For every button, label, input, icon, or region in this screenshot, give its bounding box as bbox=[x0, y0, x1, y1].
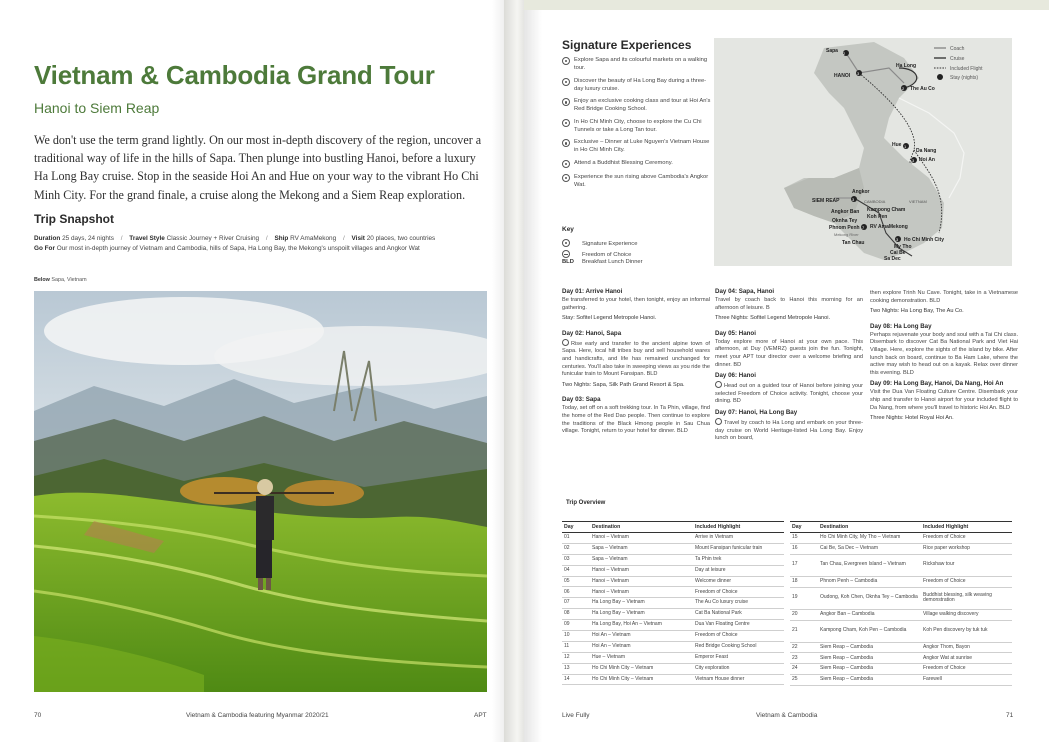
page-subtitle: Hanoi to Siem Reap bbox=[34, 100, 160, 116]
sapa-rice-terrace-photo bbox=[34, 291, 487, 692]
table-row: 04 Hanoi – Vietnam Day at leisure bbox=[562, 565, 784, 576]
caption-label: Below bbox=[34, 277, 50, 283]
trip-overview-heading: Trip Overview bbox=[566, 500, 606, 506]
signature-experience-icon bbox=[562, 98, 570, 106]
svg-text:Koh Pen: Koh Pen bbox=[867, 214, 888, 220]
photo-caption bbox=[34, 277, 87, 283]
table-row: 23 Siem Reap – Cambodia Angkor Wat at sunrise bbox=[790, 653, 1012, 664]
right-page bbox=[524, 0, 1049, 742]
duration-value: 25 days, 24 nights bbox=[62, 235, 114, 242]
table-row: 05 Hanoi – Vietnam Welcome dinner bbox=[562, 576, 784, 587]
svg-text:Sa Dec: Sa Dec bbox=[884, 256, 901, 262]
gofor-value: Our most in-depth journey of Vietnam and Cambodia, hills of Sapa, Ha Long Bay, the Mekong's unspoilt villages and Angkor Wat bbox=[56, 245, 420, 252]
caption-text: Sapa, Vietnam bbox=[51, 277, 87, 283]
svg-text:Cruise: Cruise bbox=[950, 56, 965, 62]
signature-item: Attend a Buddhist Blessing Ceremony. bbox=[562, 159, 712, 168]
go-for-row bbox=[34, 245, 420, 252]
table-row: 25 Siem Reap – Cambodia Farewell bbox=[790, 675, 1012, 686]
route-map bbox=[714, 38, 1012, 266]
key-bld-row: BLD Breakfast Lunch Dinner bbox=[562, 259, 643, 265]
svg-text:VIETNAM: VIETNAM bbox=[909, 199, 927, 204]
table-row: 03 Sapa – Vietnam Ta Phin trek bbox=[562, 554, 784, 565]
svg-text:Included Flight: Included Flight bbox=[950, 66, 983, 72]
itinerary-column-1: Day 01: Arrive Hanoi Be transferred to your hotel, then tonight, enjoy an informal gathering. Stay: Sofitel Legend Metropole Hanoi. Day 02: Hanoi, Sapa Rise early and transfer to the ancient alpine town of Sapa. Here, local hill tribes buy and sell household wares and handicrafts, and life has remained unchanged for centuries. You'll also take in sweeping views as you ride the funicular train to Mount Fansipan. BLD Two Nights: Sapa, Silk Path Grand Resort & Spa. Day 03: Sapa Today, set off on a soft trekking tour. In Ta Phin, village, find the home of the Red Dao people. Then continue to explore the traditions of the Black Hmong people in Sau Chua village. Tonight, return to your hotel for dinner. BLD bbox=[562, 288, 710, 435]
svg-text:2: 2 bbox=[843, 51, 846, 56]
freedom-of-choice-icon bbox=[715, 381, 722, 388]
key-signature-row: Signature Experience bbox=[562, 238, 637, 249]
signature-experiences-heading: Signature Experiences bbox=[562, 38, 692, 52]
table-row: 17 Tan Chau, Evergreen Island – Vietnam Rickshaw tour bbox=[790, 554, 1012, 576]
svg-text:3: 3 bbox=[896, 237, 899, 242]
svg-text:My Tho: My Tho bbox=[894, 244, 912, 250]
svg-text:Angkor Ban: Angkor Ban bbox=[831, 209, 860, 215]
svg-text:Stay (nights): Stay (nights) bbox=[950, 75, 979, 81]
signature-item: Enjoy an exclusive cooking class and tour at Hoi An's Red Bridge Cooking School. bbox=[562, 97, 712, 113]
table-row: 21 Kampong Cham, Koh Pen – Cambodia Koh Pen discovery by tuk tuk bbox=[790, 620, 1012, 642]
svg-text:RV AmaMekong: RV AmaMekong bbox=[870, 224, 908, 230]
signature-item: Exclusive – Dinner at Luke Nguyen's Vietnam House in Ho Chi Minh City. bbox=[562, 138, 712, 154]
itinerary-column-3: then explore Trinh Nu Cave. Tonight, take in a Vietnamese cooking demonstration. BLD Two Nights: Ha Long Bay, The Au Co. Day 08: Ha Long Bay Perhaps rejuvenate your body and soul with a Tai Chi class. Disembark to discover Cat Ba National Park and Viet Hai Village. Here, explore the sights of the island by bike. After lunch back on board, continue to Ba Ham Lake, where the active may wish to head out on a kayak. Relax over dinner this evening. BLD Day 09: Ha Long Bay, Hanoi, Da Nang, Hoi An Visit the Dua Van Floating Culture Centre. Disembark your ship and transfer to Hanoi airport for your included flight to Da Nang, from where you'll travel to historic Hoi An. BLD Three Nights: Hotel Royal Hoi An. bbox=[870, 290, 1018, 422]
trip-overview-table-right: Day Destination Included Highlight 15 Ho Chi Minh City, My Tho – Vietnam Freedom of Choice 16 Cai Be, Sa Dec – Vietnam Rice paper workshop 17 Tan Chau, Evergreen Island – Vietnam Rickshaw tour 18 Phnom Penh – Cambodia Freedom of Choice 19 Oudong, Koh Chen, Oknha Tey – Cambodia Buddhist blessing, silk weaving demonstration 20 Angkor Ban – Cambodia Village walking discovery 21 Kampong Cham, Koh Pen – Cambodia Koh Pen discovery by tuk tuk 22 Siem Reap – Cambodia Angkor Thom, Bayon 23 Siem Reap – Cambodia Angkor Wat at sunrise 24 Siem Reap – Cambodia Freedom of Choice 25 Siem Reap – Cambodia Farewell bbox=[790, 521, 1012, 686]
svg-text:3: 3 bbox=[852, 197, 855, 202]
signature-experience-icon bbox=[562, 78, 570, 86]
table-row: 01 Hanoi – Vietnam Arrive in Vietnam bbox=[562, 533, 784, 544]
table-row: 15 Ho Chi Minh City, My Tho – Vietnam Freedom of Choice bbox=[790, 533, 1012, 544]
svg-text:CAMBODIA: CAMBODIA bbox=[864, 199, 886, 204]
trip-overview-table-left: Day Destination Included Highlight 01 Hanoi – Vietnam Arrive in Vietnam 02 Sapa – Vietnam Mount Fansipan funicular train 03 Sapa – Vietnam Ta Phin trek 04 Hanoi – Vietnam Day at leisure 05 Hanoi – Vietnam Welcome dinner 06 Hanoi – Vietnam Freedom of Choice 07 Ha Long Bay – Vietnam The Au Co luxury cruise 08 Ha Long Bay – Vietnam Cat Ba National Park 09 Ha Long Bay, Hoi An – Vietnam Dua Van Floating Centre 10 Hoi An – Vietnam Freedom of Choice 11 Hoi An – Vietnam Red Bridge Cooking School 12 Hue – Vietnam Emperor Feast 13 Ho Chi Minh City – Vietnam City exploration 14 Ho Chi Minh City – Vietnam Vietnam House dinner bbox=[562, 521, 784, 685]
svg-text:Mekong River: Mekong River bbox=[834, 232, 859, 237]
table-row: 08 Ha Long Bay – Vietnam Cat Ba National Park bbox=[562, 609, 784, 620]
key-heading: Key bbox=[562, 226, 574, 233]
trip-snapshot-row: Duration 25 days, 24 nights / Travel Style Classic Journey + River Cruising / Ship RV AmaMekong / Visit 20 places, two countries bbox=[34, 235, 436, 242]
left-page bbox=[0, 0, 512, 742]
trip-snapshot-heading: Trip Snapshot bbox=[34, 212, 115, 226]
table-row: 13 Ho Chi Minh City – Vietnam City exploration bbox=[562, 663, 784, 674]
visit-value: 20 places, two countries bbox=[366, 235, 436, 242]
signature-item: In Ho Chi Minh City, choose to explore the Cu Chi Tunnels or take a Long Tan tour. bbox=[562, 118, 712, 134]
svg-text:3: 3 bbox=[857, 71, 860, 76]
footer-brand: APT bbox=[474, 712, 487, 719]
table-row: 09 Ha Long Bay, Hoi An – Vietnam Dua Van Floating Centre bbox=[562, 620, 784, 631]
signature-experience-icon bbox=[562, 174, 570, 182]
style-label: Travel Style bbox=[129, 235, 165, 242]
key-freedom-row: Freedom of Choice bbox=[562, 249, 631, 260]
signature-experience-icon bbox=[562, 139, 570, 147]
svg-text:Sapa: Sapa bbox=[826, 48, 838, 54]
svg-text:Hue: Hue bbox=[892, 142, 902, 148]
ship-label: Ship bbox=[274, 235, 289, 242]
table-row: 02 Sapa – Vietnam Mount Fansipan funicular train bbox=[562, 543, 784, 554]
signature-experience-icon bbox=[562, 119, 570, 127]
svg-text:Ho Chi Minh City: Ho Chi Minh City bbox=[904, 237, 944, 243]
table-row: 22 Siem Reap – Cambodia Angkor Thom, Bayon bbox=[790, 642, 1012, 653]
footer-section-title: Vietnam & Cambodia bbox=[756, 712, 818, 719]
table-row: 16 Cai Be, Sa Dec – Vietnam Rice paper workshop bbox=[790, 543, 1012, 554]
table-row: 14 Ho Chi Minh City – Vietnam Vietnam House dinner bbox=[562, 674, 784, 685]
svg-text:7: 7 bbox=[862, 225, 865, 230]
style-value: Classic Journey + River Cruising bbox=[166, 235, 260, 242]
svg-text:The Au Co: The Au Co bbox=[910, 86, 935, 92]
table-row: 11 Hoi An – Vietnam Red Bridge Cooking School bbox=[562, 641, 784, 652]
footer-tagline: Live Fully bbox=[562, 712, 590, 719]
signature-item: Discover the beauty of Ha Long Bay during a three-day luxury cruise. bbox=[562, 77, 712, 93]
signature-experience-icon bbox=[715, 418, 722, 425]
svg-text:Kampong Cham: Kampong Cham bbox=[867, 207, 906, 213]
svg-text:Ha Long: Ha Long bbox=[896, 63, 916, 69]
svg-text:Cai Be: Cai Be bbox=[890, 250, 906, 256]
svg-text:Hoi An: Hoi An bbox=[919, 157, 935, 163]
table-row: 10 Hoi An – Vietnam Freedom of Choice bbox=[562, 631, 784, 642]
svg-text:Oknha Tey: Oknha Tey bbox=[832, 218, 858, 224]
signature-item: Explore Sapa and its colourful markets on a walking tour. bbox=[562, 56, 712, 72]
gofor-label: Go For bbox=[34, 245, 55, 252]
table-row: 06 Hanoi – Vietnam Freedom of Choice bbox=[562, 587, 784, 598]
footer-publication-title: Vietnam & Cambodia featuring Myanmar 2020/21 bbox=[186, 712, 329, 719]
svg-text:3: 3 bbox=[912, 158, 915, 163]
table-row: 07 Ha Long Bay – Vietnam The Au Co luxury cruise bbox=[562, 598, 784, 609]
intro-paragraph: We don't use the term grand lightly. On our most in-depth discovery of the region, uncover a traditional way of life in the hills of Sapa. Then plunge into bustling Hanoi, before a luxury Ha Long Bay cruise. Stop in the seaside Hoi An and Hue on your way to the vibrant Ho Chi Minh City. For the grand finale, a cruise along the Mekong and a Siem Reap exploration. bbox=[34, 133, 482, 202]
signature-experience-icon bbox=[562, 57, 570, 65]
svg-text:SIEM REAP: SIEM REAP bbox=[812, 198, 840, 204]
signature-experience-icon bbox=[562, 239, 570, 247]
svg-text:1: 1 bbox=[904, 144, 907, 149]
svg-text:Da Nang: Da Nang bbox=[916, 148, 937, 154]
ship-value: RV AmaMekong bbox=[290, 235, 337, 242]
footer-page-number: 70 bbox=[34, 712, 42, 719]
table-row: 24 Siem Reap – Cambodia Freedom of Choice bbox=[790, 664, 1012, 675]
page-title: Vietnam & Cambodia Grand Tour bbox=[34, 60, 435, 90]
svg-text:Angkor: Angkor bbox=[852, 189, 870, 195]
signature-item: Experience the sun rising above Cambodia's Angkor Wat. bbox=[562, 173, 712, 189]
signature-experience-icon bbox=[562, 339, 569, 346]
duration-label: Duration bbox=[34, 235, 61, 242]
svg-text:HANOI: HANOI bbox=[834, 73, 851, 79]
signature-experiences-list bbox=[562, 56, 712, 193]
signature-experience-icon bbox=[562, 160, 570, 168]
itinerary-column-2: Day 04: Sapa, Hanoi Travel by coach back to Hanoi this morning for an afternoon of leisure. B Three Nights: Sofitel Legend Metropole Hanoi. Day 05: Hanoi Today explore more of Hanoi at your own pace. This afternoon, at Duy (VEMRZ) guests join the fun. Tonight, meet your APT tour director over a welcome briefing and dinner. BD Day 06: Hanoi Head out on a guided tour of Hanoi before joining your selected Freedom of Choice activity. Tonight, choose your dining. BD Day 07: Hanoi, Ha Long Bay Travel by coach to Ha Long and embark on your three-day cruise on World Heritage-listed Ha Long Bay. Enjoy lunch on board, bbox=[715, 288, 863, 442]
visit-label: Visit bbox=[351, 235, 365, 242]
svg-text:Phnom Penh: Phnom Penh bbox=[829, 225, 860, 231]
svg-text:Coach: Coach bbox=[950, 46, 965, 52]
svg-text:2: 2 bbox=[902, 86, 905, 91]
top-band bbox=[524, 0, 1049, 10]
freedom-of-choice-icon bbox=[562, 250, 570, 258]
table-row: 19 Oudong, Koh Chen, Oknha Tey – Cambodia Buddhist blessing, silk weaving demonstration bbox=[790, 587, 1012, 609]
table-row: 12 Hue – Vietnam Emperor Feast bbox=[562, 652, 784, 663]
table-row: 20 Angkor Ban – Cambodia Village walking discovery bbox=[790, 609, 1012, 620]
table-row: 18 Phnom Penh – Cambodia Freedom of Choice bbox=[790, 576, 1012, 587]
svg-text:Tan Chau: Tan Chau bbox=[842, 240, 865, 246]
footer-page-number: 71 bbox=[1006, 712, 1014, 719]
